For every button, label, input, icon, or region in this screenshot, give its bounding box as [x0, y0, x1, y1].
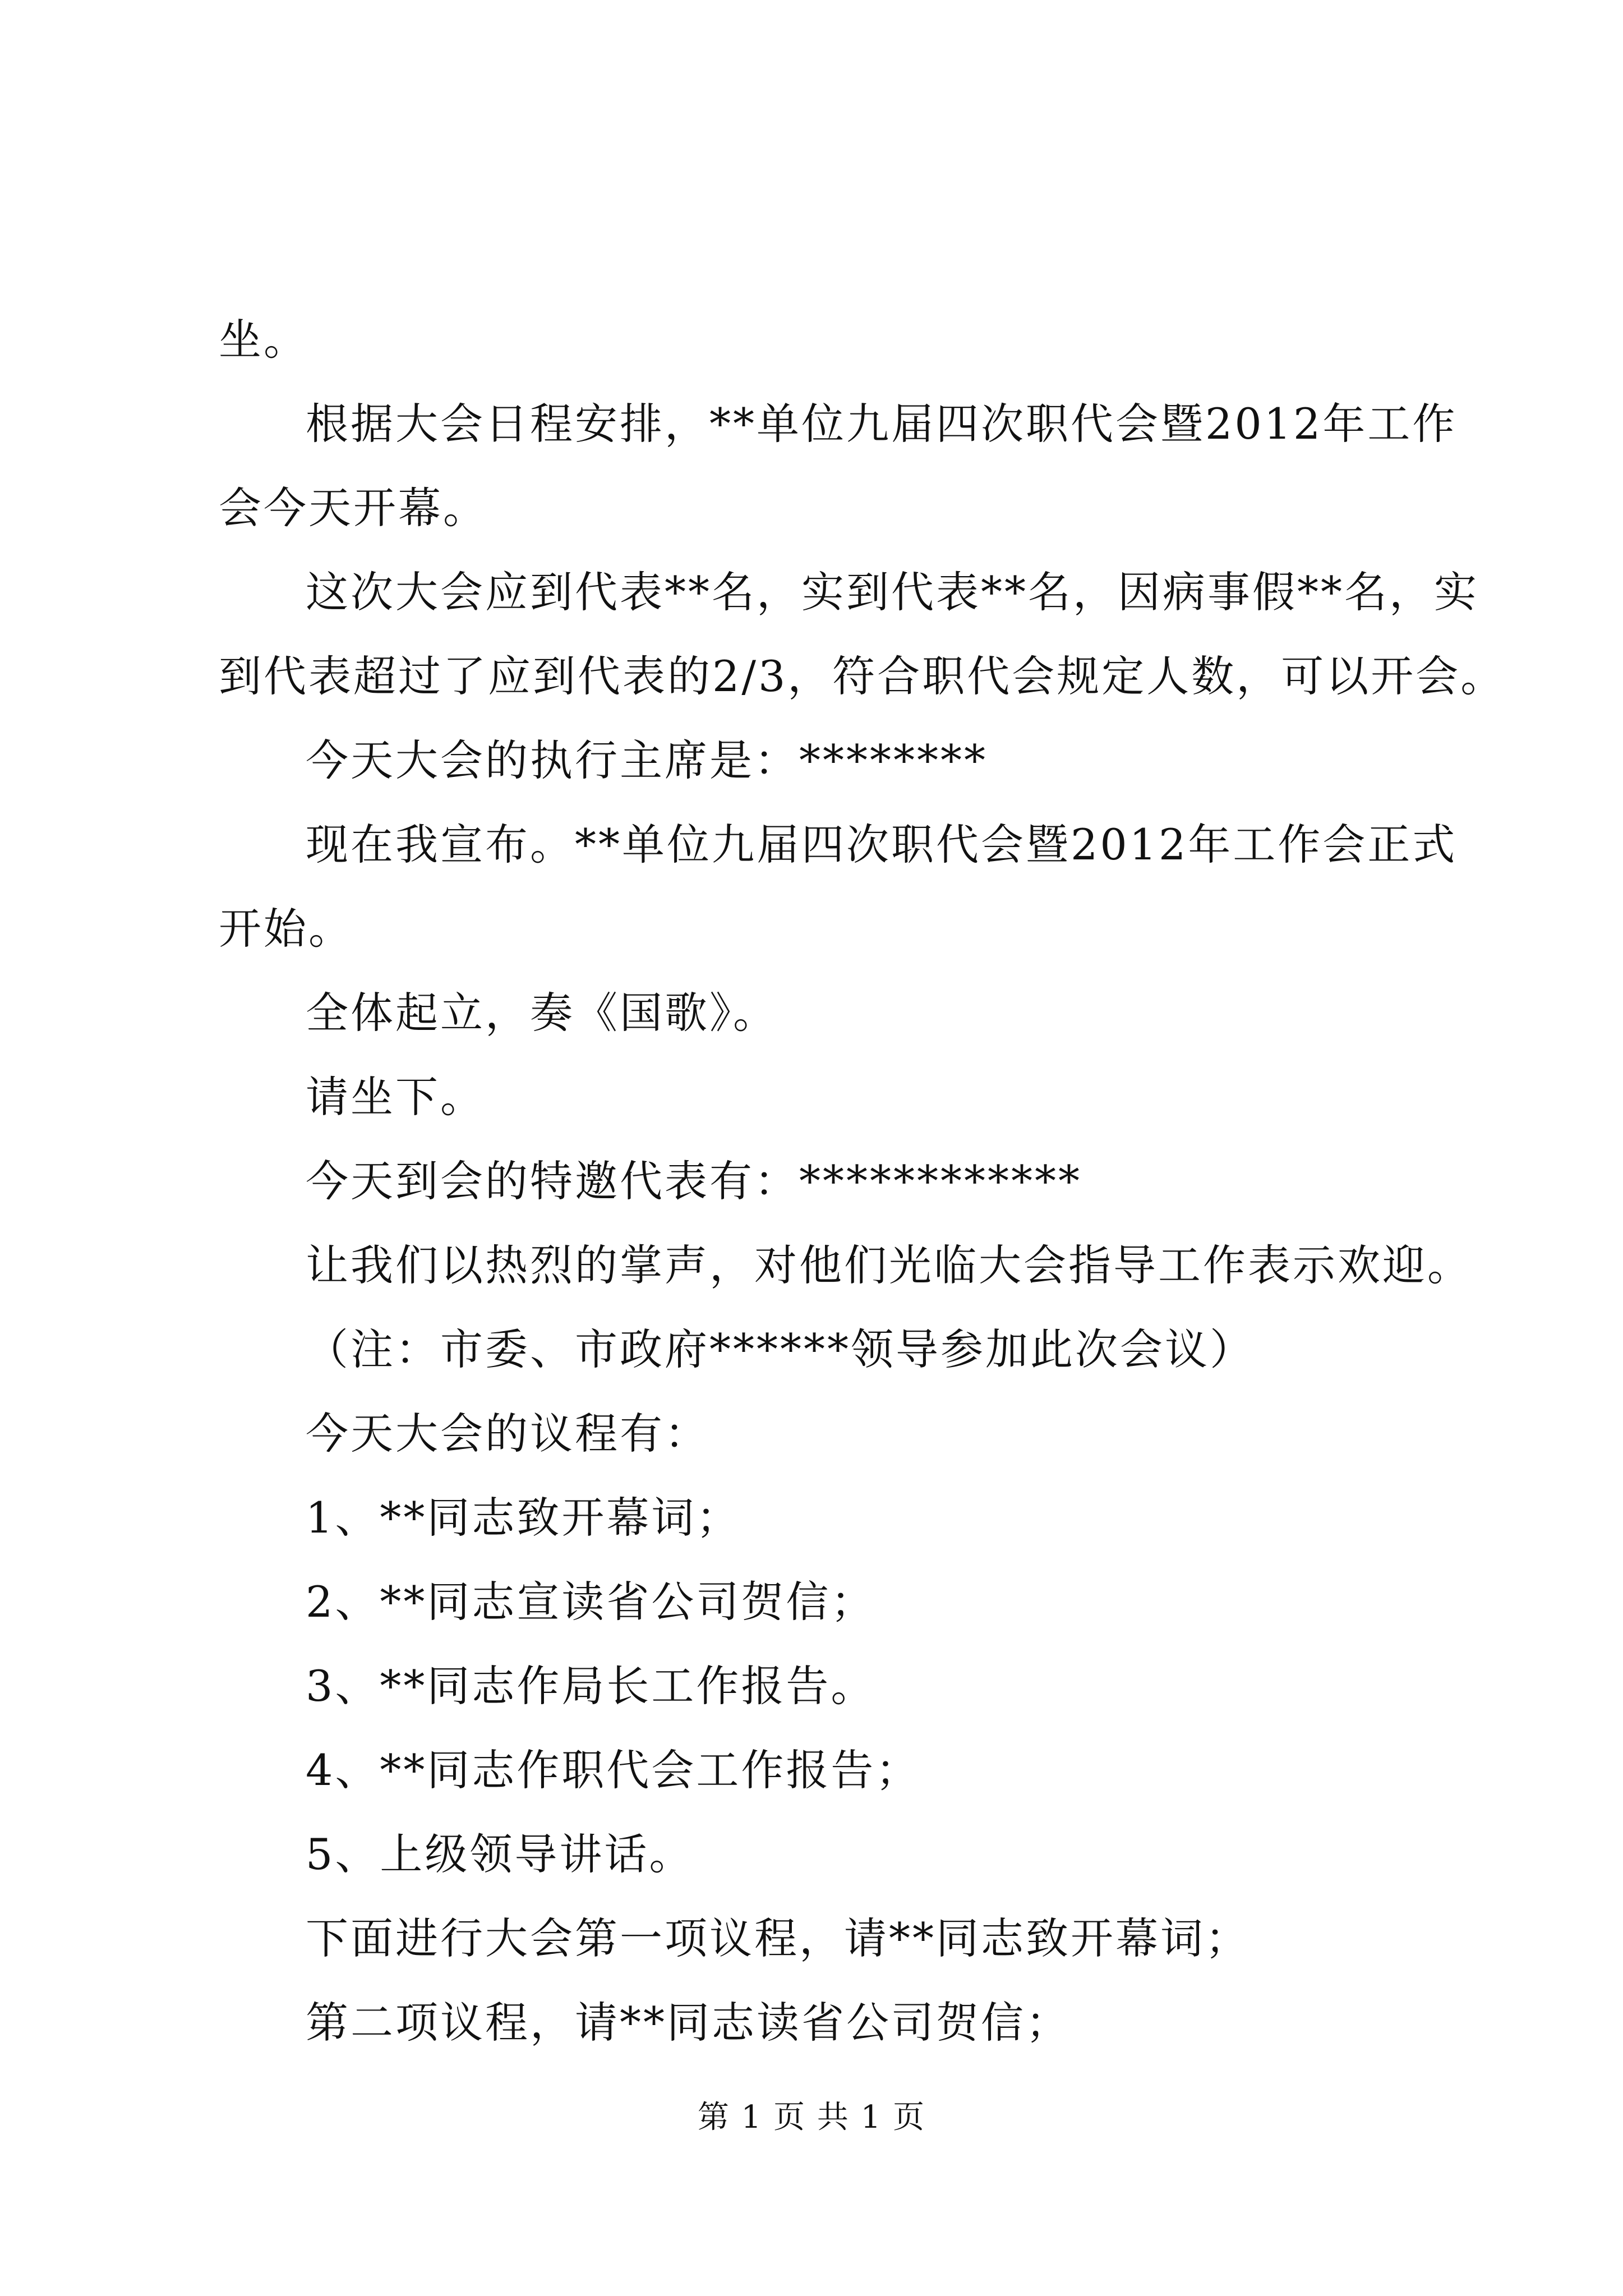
text-line: 2、**同志宣读省公司贺信； [306, 1577, 876, 1627]
text-line: 下面进行大会第一项议程，请**同志致开幕词； [306, 1913, 1250, 1963]
text-line: 开始。 [219, 904, 353, 954]
page-footer: 第 1 页 共 1 页 [697, 2099, 926, 2136]
text-line: 1、**同志致开幕词； [306, 1493, 741, 1543]
text-line: 坐。 [219, 315, 308, 365]
text-line: 现在我宣布。**单位九届四次职代会暨2012年工作会正式 [306, 820, 1458, 869]
text-line: 今天大会的执行主席是：******** [306, 735, 988, 785]
text-line: 第二项议程，请**同志读省公司贺信； [306, 1998, 1071, 2047]
text-line: 会今天开幕。 [219, 483, 488, 533]
text-line: 根据大会日程安排，**单位九届四次职代会暨2012年工作 [306, 399, 1458, 449]
text-line: 3、**同志作局长工作报告。 [306, 1661, 876, 1711]
text-line: 到代表超过了应到代表的2/3，符合职代会规定人数，可以开会。 [219, 651, 1506, 701]
text-line: 4、**同志作职代会工作报告； [306, 1745, 921, 1795]
text-line: 全体起立，奏《国歌》。 [306, 988, 778, 1038]
text-line: 今天到会的特邀代表有：************ [306, 1156, 1082, 1206]
text-line: 让我们以热烈的掌声，对他们光临大会指导工作表示欢迎。 [306, 1240, 1472, 1290]
text-line: 5、上级领导讲话。 [306, 1829, 694, 1879]
text-line: 这次大会应到代表**名，实到代表**名，因病事假**名，实 [306, 567, 1479, 617]
text-line: 请坐下。 [306, 1072, 485, 1122]
text-line: （注：市委、市政府******领导参加此次会议） [306, 1324, 1255, 1374]
text-line: 今天大会的议程有： [306, 1409, 709, 1458]
